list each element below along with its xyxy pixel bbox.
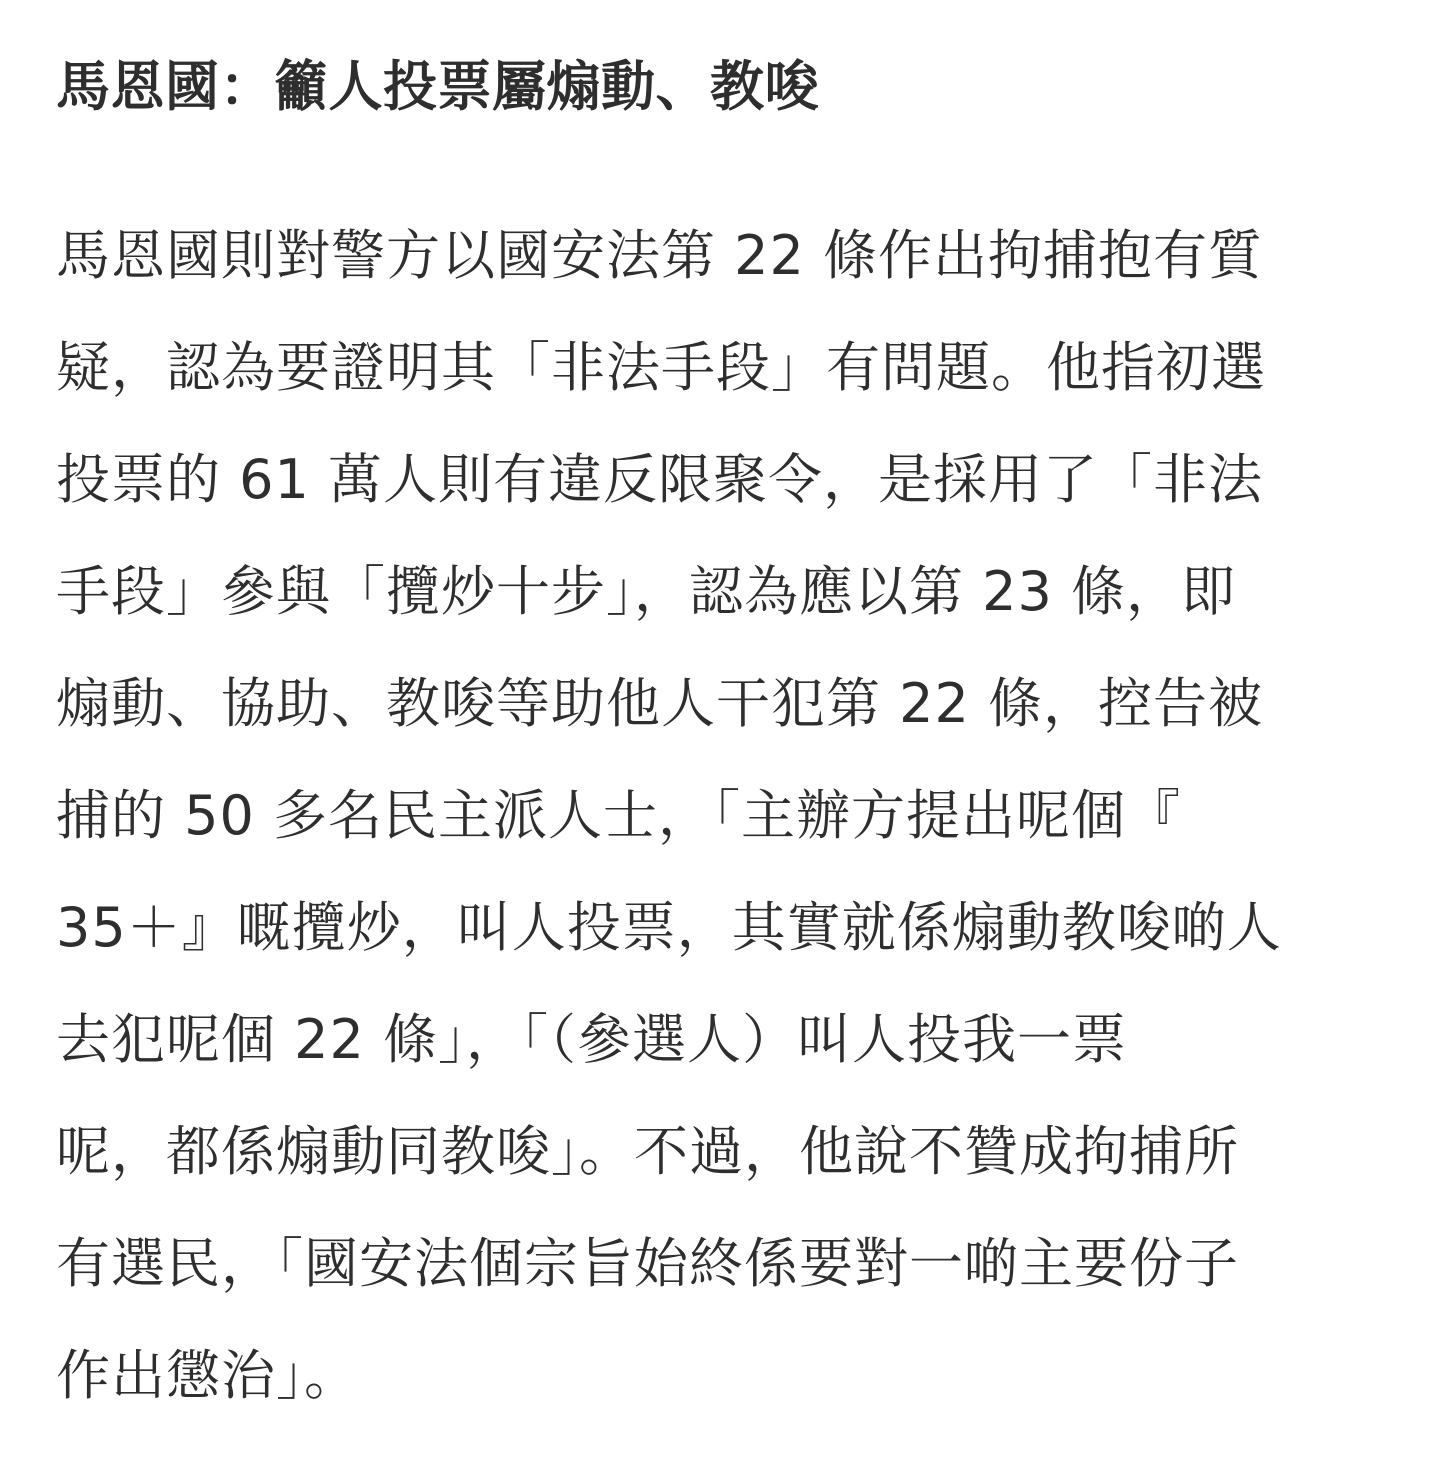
section-heading: 馬恩國：籲人投票屬煽動、教唆 bbox=[56, 55, 819, 118]
paragraph-line: 馬恩國則對警方以國安法第 22 條作出拘捕抱有質 bbox=[56, 224, 1264, 287]
paragraph-line: 去犯呢個 22 條」，「（參選人）叫人投我一票 bbox=[56, 1008, 1128, 1071]
paragraph-line: 作出懲治」。 bbox=[56, 1344, 359, 1407]
paragraph-line: 35＋』嘅攬炒，叫人投票，其實就係煽動教唆啲人 bbox=[56, 896, 1282, 959]
paragraph-line: 手段」參與「攬炒十步」，認為應以第 23 條，即 bbox=[56, 560, 1237, 623]
article-paragraph bbox=[56, 200, 1386, 1432]
paragraph-line: 呢，都係煽動同教唆」。不過，他說不贊成拘捕所 bbox=[56, 1120, 1239, 1183]
paragraph-line: 捕的 50 多名民主派人士，「主辦方提出呢個『 bbox=[56, 784, 1182, 847]
paragraph-line: 投票的 61 萬人則有違反限聚令，是採用了「非法 bbox=[56, 448, 1264, 511]
paragraph-line: 疑，認為要證明其「非法手段」有問題。他指初選 bbox=[56, 336, 1266, 399]
paragraph-line: 有選民，「國安法個宗旨始終係要對一啲主要份子 bbox=[56, 1232, 1239, 1295]
paragraph-line: 煽動、協助、教唆等助他人干犯第 22 條，控告被 bbox=[56, 672, 1264, 735]
